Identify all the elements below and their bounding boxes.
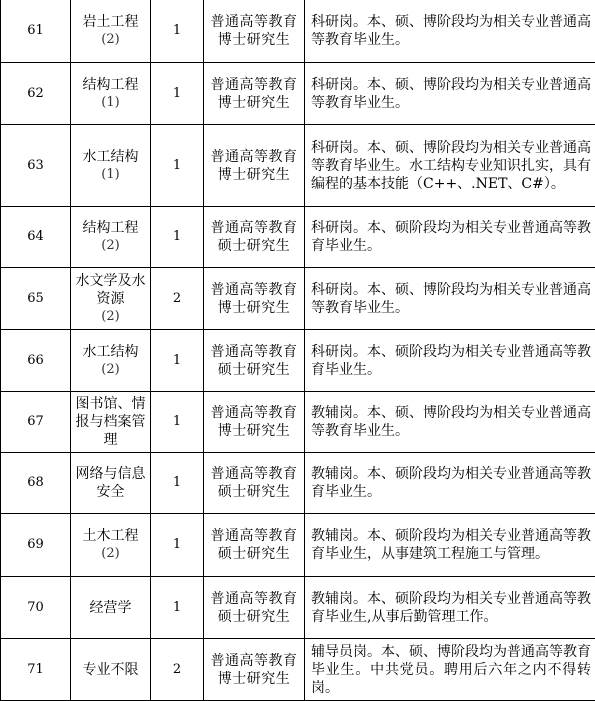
position-suffix: (2)	[75, 361, 146, 379]
headcount: 1	[151, 0, 204, 63]
requirements: 科研岗。本、硕、博阶段均为相关专业普通高等教育毕业生。	[305, 63, 595, 125]
position-suffix: (1)	[75, 166, 146, 184]
education-level: 普通高等教育博士研究生	[204, 639, 305, 701]
position-suffix: (2)	[75, 31, 146, 49]
position-name	[71, 268, 151, 330]
row-number: 68	[1, 453, 71, 514]
headcount: 1	[151, 453, 204, 514]
row-number: 70	[1, 577, 71, 639]
position-label: 岩土工程	[75, 13, 146, 31]
education-level: 普通高等教育博士研究生	[204, 0, 305, 63]
row-number: 66	[1, 330, 71, 392]
table-row	[1, 639, 595, 701]
table-row	[1, 268, 595, 330]
headcount: 1	[151, 125, 204, 207]
position-label: 结构工程	[75, 219, 146, 237]
row-number: 63	[1, 125, 71, 207]
education-level: 普通高等教育硕士研究生	[204, 514, 305, 577]
table-row	[1, 125, 595, 207]
headcount: 2	[151, 639, 204, 701]
table-row	[1, 453, 595, 514]
row-number: 61	[1, 0, 71, 63]
table-row	[1, 577, 595, 639]
education-level: 普通高等教育博士研究生	[204, 63, 305, 125]
education-level: 普通高等教育硕士研究生	[204, 577, 305, 639]
education-level: 普通高等教育硕士研究生	[204, 453, 305, 514]
position-name	[71, 330, 151, 392]
table-row	[1, 207, 595, 268]
table-row	[1, 392, 595, 453]
position-name	[71, 63, 151, 125]
position-label: 水工结构	[75, 343, 146, 361]
position-label: 水工结构	[75, 148, 146, 166]
requirements: 教辅岗。本、硕、博阶段均为相关专业普通高等教育毕业生。	[305, 392, 595, 453]
position-name	[71, 514, 151, 577]
headcount: 1	[151, 392, 204, 453]
row-number: 65	[1, 268, 71, 330]
headcount: 1	[151, 207, 204, 268]
requirements: 教辅岗。本、硕阶段均为相关专业普通高等教育毕业生。	[305, 453, 595, 514]
table-row	[1, 514, 595, 577]
position-label: 图书馆、情报与档案管理	[75, 395, 146, 449]
requirements: 科研岗。本、硕、博阶段均为相关专业普通高等教育毕业生。	[305, 0, 595, 63]
table-row	[1, 330, 595, 392]
requirements: 科研岗。本、硕、博阶段均为相关专业普通高等教育毕业生。水工结构专业知识扎实，具有编程的基本技能（C++、.NET、C#）。	[305, 125, 595, 207]
row-number: 62	[1, 63, 71, 125]
row-number: 71	[1, 639, 71, 701]
requirements: 科研岗。本、硕阶段均为相关专业普通高等教育毕业生。	[305, 330, 595, 392]
position-name	[71, 392, 151, 453]
requirements: 辅导员岗。本、硕、博阶段均为普通高等教育毕业生。中共党员。聘用后六年之内不得转岗。	[305, 639, 595, 701]
position-label: 专业不限	[75, 661, 146, 679]
headcount: 1	[151, 577, 204, 639]
position-label: 经营学	[75, 599, 146, 617]
position-suffix: (2)	[75, 308, 146, 326]
row-number: 64	[1, 207, 71, 268]
education-level: 普通高等教育硕士研究生	[204, 207, 305, 268]
education-level: 普通高等教育博士研究生	[204, 392, 305, 453]
table-row	[1, 63, 595, 125]
position-name	[71, 207, 151, 268]
position-name	[71, 453, 151, 514]
requirements: 科研岗。本、硕、博阶段均为相关专业普通高等教育毕业生。	[305, 268, 595, 330]
position-name	[71, 639, 151, 701]
position-label: 结构工程	[75, 76, 146, 94]
position-name	[71, 0, 151, 63]
position-suffix: (1)	[75, 94, 146, 112]
position-name	[71, 577, 151, 639]
headcount: 1	[151, 514, 204, 577]
education-level: 普通高等教育硕士研究生	[204, 330, 305, 392]
row-number: 67	[1, 392, 71, 453]
position-label: 网络与信息安全	[75, 465, 146, 501]
headcount: 1	[151, 330, 204, 392]
requirements: 教辅岗。本、硕阶段均为相关专业普通高等教育毕业生，从事建筑工程施工与管理。	[305, 514, 595, 577]
position-label: 土木工程	[75, 527, 146, 545]
row-number: 69	[1, 514, 71, 577]
position-label: 水文学及水资源	[75, 272, 146, 308]
headcount: 1	[151, 63, 204, 125]
requirements: 教辅岗。本、硕阶段均为相关专业普通高等教育毕业生,从事后勤管理工作。	[305, 577, 595, 639]
position-suffix: (2)	[75, 237, 146, 255]
requirements: 科研岗。本、硕阶段均为相关专业普通高等教育毕业生。	[305, 207, 595, 268]
position-name	[71, 125, 151, 207]
table-row	[1, 0, 595, 63]
education-level: 普通高等教育博士研究生	[204, 268, 305, 330]
headcount: 2	[151, 268, 204, 330]
position-suffix: (2)	[75, 545, 146, 563]
education-level: 普通高等教育博士研究生	[204, 125, 305, 207]
